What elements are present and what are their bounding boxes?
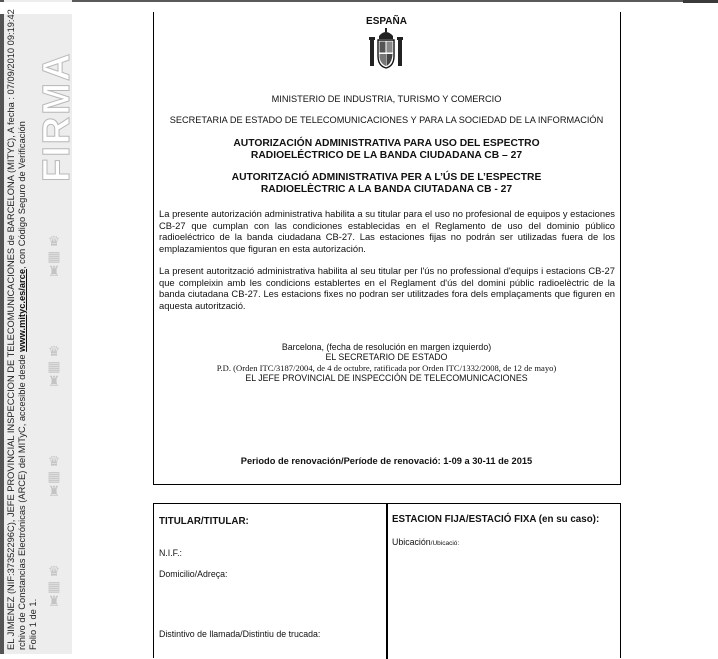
title-spanish: AUTORIZACIÓN ADMINISTRATIVA PARA USO DEL ESPECTRO RADIOELÉCTRICO DE LA BANDA CIUDADANA CB – 27: [233, 138, 540, 161]
viewer-top-edge: [0, 0, 718, 2]
holder-title: TITULAR/TITULAR:: [159, 516, 249, 527]
holder-station-table: [153, 503, 621, 658]
stamp-line-1: EL JIMENEZ (NIF:37352296C), JEFE PROVINCIAL INSPECCION DE TELECOMUNICACIONES de BARCELONA (MITYC), A fecha : 07/09/2010 09:19:42: [6, 9, 16, 650]
signature-place: Barcelona, (fecha de resolución en margen izquierdo): [281, 342, 492, 352]
holder-callsign-label: Distintivo de llamada/Distintiu de trucada:: [159, 629, 321, 639]
authorization-box: [153, 12, 621, 485]
station-location-label: Ubicación/Ubicació:: [392, 537, 460, 547]
title-catalan: AUTORITZACIÓ ADMINISTRATIVA PER A L’ÚS DE L’ESPECTRE RADIOELÈCTRIC A LA BANDA CIUTADANA CB - 27: [231, 172, 542, 195]
viewer-left-edge: [0, 0, 4, 654]
viewer-top-edge-right: [683, 0, 718, 3]
station-title: ESTACION FIJA/ESTACIÓ FIXA (en su caso):: [392, 514, 600, 525]
column-divider: [386, 504, 388, 659]
coat-of-arms-icon: [368, 28, 404, 70]
signature-stamp-text: [6, 0, 39, 650]
signature-role-chief: EL JEFE PROVINCIAL DE INSPECCIÓN DE TELECOMUNICACIONES: [245, 373, 528, 383]
ministry-name: MINISTERIO DE INDUSTRIA, TURISMO Y COMERCIO: [271, 94, 502, 104]
arce-link[interactable]: www.mityc.es/arce: [17, 269, 27, 352]
watermark-seal-icon: ♛ ▦ ♜: [47, 563, 61, 609]
watermark-text: FIRMA: [36, 51, 78, 182]
body-paragraph-spanish: La presente autorización administrativa habilita a su titular para el uso no profesional de equipos y estaciones CB-27 que cumplan con las condiciones establecidas en el Reglamento de uso del dominio público radioeléctrico de la banda ciudadana CB-27. Las estaciones fijas no podrán ser utilizadas fuera de los emplazamientos que figuran en esta autorización.: [159, 208, 615, 255]
watermark: [34, 14, 78, 654]
stamp-line-2: rchivo de Constancias Electrónicas (ARCE) del MITyC, accesible desde www.mityc.es/arce, con Código Seguro de Verificación: [17, 121, 27, 650]
signature-margin: [0, 0, 78, 654]
country-heading: ESPAÑA: [366, 16, 407, 27]
watermark-seal-icon: ♛ ▦ ♜: [47, 453, 61, 499]
watermark-seal-icon: ♛ ▦ ♜: [47, 343, 61, 389]
holder-address-label: Domicilio/Adreça:: [159, 569, 228, 579]
secretariat-name: SECRETARIA DE ESTADO DE TELECOMUNICACIONES Y PARA LA SOCIEDAD DE LA INFORMACIÓN: [169, 115, 604, 125]
signature-delegation: P.D. (Orden ITC/3187/2004, de 4 de octubre, ratificada por Orden ITC/1332/2008, de 12 de mayo): [216, 363, 557, 373]
holder-nif-label: N.I.F.:: [159, 548, 182, 558]
renewal-period: Periodo de renovación/Període de renovació: 1-09 a 30-11 de 2015: [240, 456, 533, 466]
watermark-seal-icon: ♛ ▦ ♜: [47, 233, 61, 279]
body-paragraph-catalan: La present autorització administrativa habilita al seu titular per l'ús no professional d'equips i estacions CB-27 que compleixin amb les condicions establertes en el Reglament d'ús del domini públic radioelèctric de la banda ciutadana CB-27. Les estacions fixes no podran ser utilitzades fora dels emplaçaments que figuren en aquesta autorització.: [159, 265, 615, 312]
stamp-line-3: Folio 1 de 1.: [28, 598, 38, 650]
signature-role-secretary: EL SECRETARIO DE ESTADO: [325, 352, 448, 362]
